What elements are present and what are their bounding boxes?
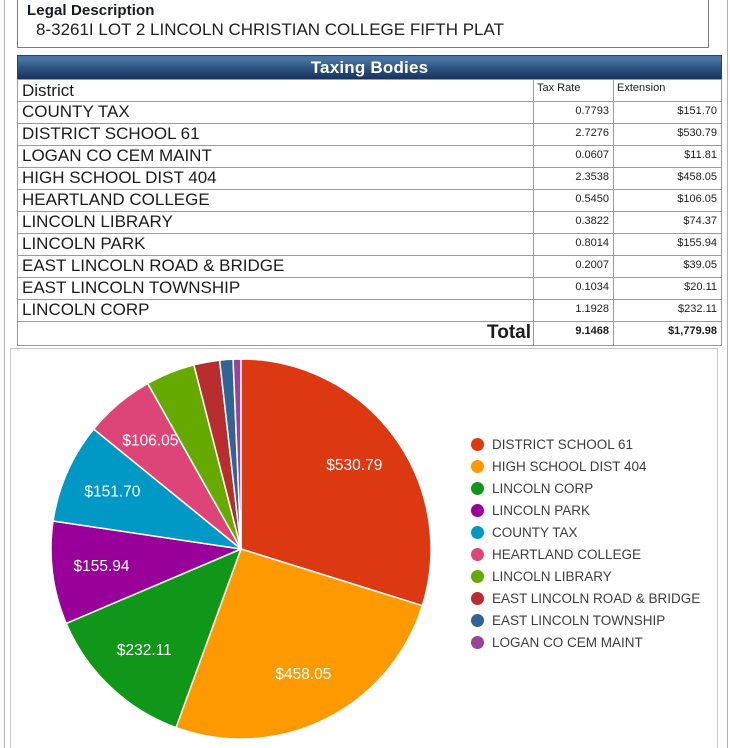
district-cell: LINCOLN LIBRARY [18, 212, 534, 234]
legend-color-dot [471, 526, 484, 539]
tax-rate-cell: 0.2007 [534, 256, 614, 278]
district-cell: LINCOLN CORP [18, 300, 534, 322]
district-cell: EAST LINCOLN ROAD & BRIDGE [18, 256, 534, 278]
table-row [18, 146, 722, 168]
legend-label: HEARTLAND COLLEGE [492, 546, 642, 562]
legend-label: LINCOLN CORP [492, 480, 594, 496]
taxing-bodies-table [17, 79, 722, 346]
legend-item[interactable] [471, 609, 700, 631]
table-row [18, 212, 722, 234]
total-row [18, 322, 722, 346]
legend-color-dot [471, 636, 484, 649]
legend-color-dot [471, 438, 484, 451]
district-cell: HIGH SCHOOL DIST 404 [18, 168, 534, 190]
legend-label: LOGAN CO CEM MAINT [492, 634, 643, 650]
tax-rate-cell: 0.7793 [534, 102, 614, 124]
extension-cell: $151.70 [614, 102, 722, 124]
legal-description-box [17, 0, 709, 48]
legal-description-title: Legal Description [27, 2, 155, 19]
pie-slice-label: $458.05 [275, 666, 332, 684]
district-cell: LOGAN CO CEM MAINT [18, 146, 534, 168]
table-row [18, 234, 722, 256]
table-row [18, 102, 722, 124]
extension-cell: $39.05 [614, 256, 722, 278]
total-label: Total [18, 322, 534, 346]
legend-color-dot [471, 592, 484, 605]
pie-slice-label: $151.70 [84, 483, 141, 501]
legend-color-dot [471, 548, 484, 561]
chart-legend [471, 433, 700, 653]
table-row [18, 190, 722, 212]
pie-slice-label: $155.94 [73, 557, 130, 575]
legend-label: HIGH SCHOOL DIST 404 [492, 458, 647, 474]
legend-item[interactable] [471, 565, 700, 587]
legend-color-dot [471, 614, 484, 627]
legend-item[interactable] [471, 631, 700, 653]
table-row [18, 278, 722, 300]
legend-label: DISTRICT SCHOOL 61 [492, 436, 634, 452]
tax-rate-cell: 2.3538 [534, 168, 614, 190]
total-extension: $1,779.98 [614, 322, 722, 346]
table-row [18, 168, 722, 190]
extension-cell: $20.11 [614, 278, 722, 300]
legend-label: LINCOLN LIBRARY [492, 568, 612, 584]
legend-label: COUNTY TAX [492, 524, 578, 540]
tax-rate-cell: 0.1034 [534, 278, 614, 300]
extension-cell: $155.94 [614, 234, 722, 256]
legend-item[interactable] [471, 433, 700, 455]
extension-cell: $530.79 [614, 124, 722, 146]
legend-label: EAST LINCOLN ROAD & BRIDGE [492, 590, 701, 606]
legal-description-value: 8-3261I LOT 2 LINCOLN CHRISTIAN COLLEGE FIFTH PLAT [36, 20, 504, 39]
extension-cell: $74.37 [614, 212, 722, 234]
taxing-bodies-section-header: Taxing Bodies [17, 55, 722, 79]
extension-pie-chart-panel [10, 348, 718, 748]
legend-item[interactable] [471, 543, 700, 565]
pie-slice-label: $232.11 [116, 642, 172, 660]
taxing-bodies-section [17, 55, 722, 346]
pie-slice-label: $530.79 [326, 456, 383, 474]
table-row [18, 300, 722, 322]
tax-rate-cell: 1.1928 [534, 300, 614, 322]
legend-item[interactable] [471, 587, 700, 609]
legend-color-dot [471, 570, 484, 583]
extension-cell: $232.11 [614, 300, 722, 322]
column-header-district: District [18, 80, 534, 102]
legend-item[interactable] [471, 521, 700, 543]
total-tax-rate: 9.1468 [534, 322, 614, 346]
legend-color-dot [471, 460, 484, 473]
extension-cell: $458.05 [614, 168, 722, 190]
table-header-row [18, 80, 722, 102]
district-cell: EAST LINCOLN TOWNSHIP [18, 278, 534, 300]
extension-cell: $106.05 [614, 190, 722, 212]
pie-chart [11, 349, 451, 748]
legend-color-dot [471, 482, 484, 495]
column-header-extension: Extension [614, 80, 722, 102]
district-cell: LINCOLN PARK [18, 234, 534, 256]
pie-slice-label: $106.05 [122, 432, 179, 450]
legend-color-dot [471, 504, 484, 517]
tax-rate-cell: 2.7276 [534, 124, 614, 146]
tax-rate-cell: 0.0607 [534, 146, 614, 168]
tax-rate-cell: 0.8014 [534, 234, 614, 256]
table-row [18, 256, 722, 278]
legend-item[interactable] [471, 499, 700, 521]
district-cell: HEARTLAND COLLEGE [18, 190, 534, 212]
tax-rate-cell: 0.3822 [534, 212, 614, 234]
district-cell: DISTRICT SCHOOL 61 [18, 124, 534, 146]
district-cell: COUNTY TAX [18, 102, 534, 124]
column-header-tax-rate: Tax Rate [534, 80, 614, 102]
legend-item[interactable] [471, 455, 700, 477]
tax-rate-cell: 0.5450 [534, 190, 614, 212]
extension-cell: $11.81 [614, 146, 722, 168]
table-row [18, 124, 722, 146]
legend-item[interactable] [471, 477, 700, 499]
legend-label: EAST LINCOLN TOWNSHIP [492, 612, 666, 628]
legend-label: LINCOLN PARK [492, 502, 591, 518]
